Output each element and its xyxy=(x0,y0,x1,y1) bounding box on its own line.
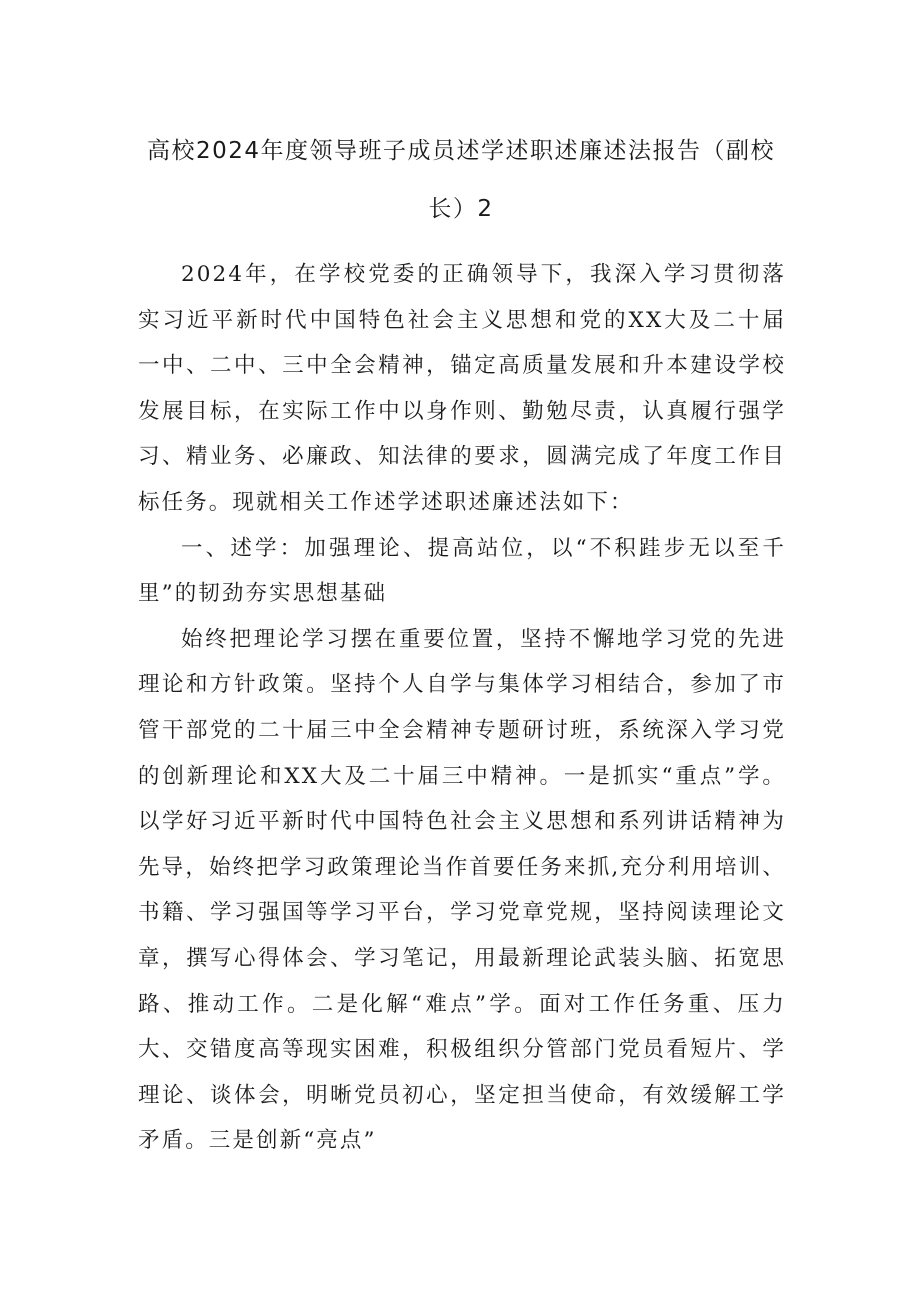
intro-paragraph: 2024年，在学校党委的正确领导下，我深入学习贯彻落实习近平新时代中国特色社会主义思想和党的XX大及二十届一中、二中、三中全会精神，锚定高质量发展和升本建设学校发展目标，在实际工作中以身作则、勤勉尽责，认真履行强学习、精业务、必廉政、知法律的要求，圆满完成了年度工作目标任务。现就相关工作述学述职述廉述法如下： xyxy=(138,262,786,515)
document-body xyxy=(138,252,786,1164)
title-line-2: 长）2 xyxy=(428,196,494,222)
section-heading-1: 一、述学：加强理论、提高站位，以“不积跬步无以至千里”的韧劲夯实思想基础 xyxy=(138,535,786,607)
section-1-paragraph: 始终把理论学习摆在重要位置，坚持不懈地学习党的先进理论和方针政策。坚持个人自学与集体学习相结合，参加了市管干部党的二十届三中全会精神专题研讨班，系统深入学习党的创新理论和XX大及二十届三中精神。一是抓实“重点”学。以学好习近平新时代中国特色社会主义思想和系列讲话精神为先导，始终把学习政策理论当作首要任务来抓,充分利用培训、书籍、学习强国等学习平台，学习党章党规，坚持阅读理论文章，撰写心得体会、学习笔记，用最新理论武装头脑、拓宽思路、推动工作。二是化解“难点”学。面对工作任务重、压力大、交错度高等现实困难，积极组织分管部门党员看短片、学理论、谈体会，明晰党员初心，坚定担当使命，有效缓解工学矛盾。三是创新“亮点” xyxy=(138,626,786,1154)
document-title xyxy=(138,122,784,238)
title-line-1: 高校2024年度领导班子成员述学述职述廉述法报告（副校 xyxy=(146,138,776,164)
